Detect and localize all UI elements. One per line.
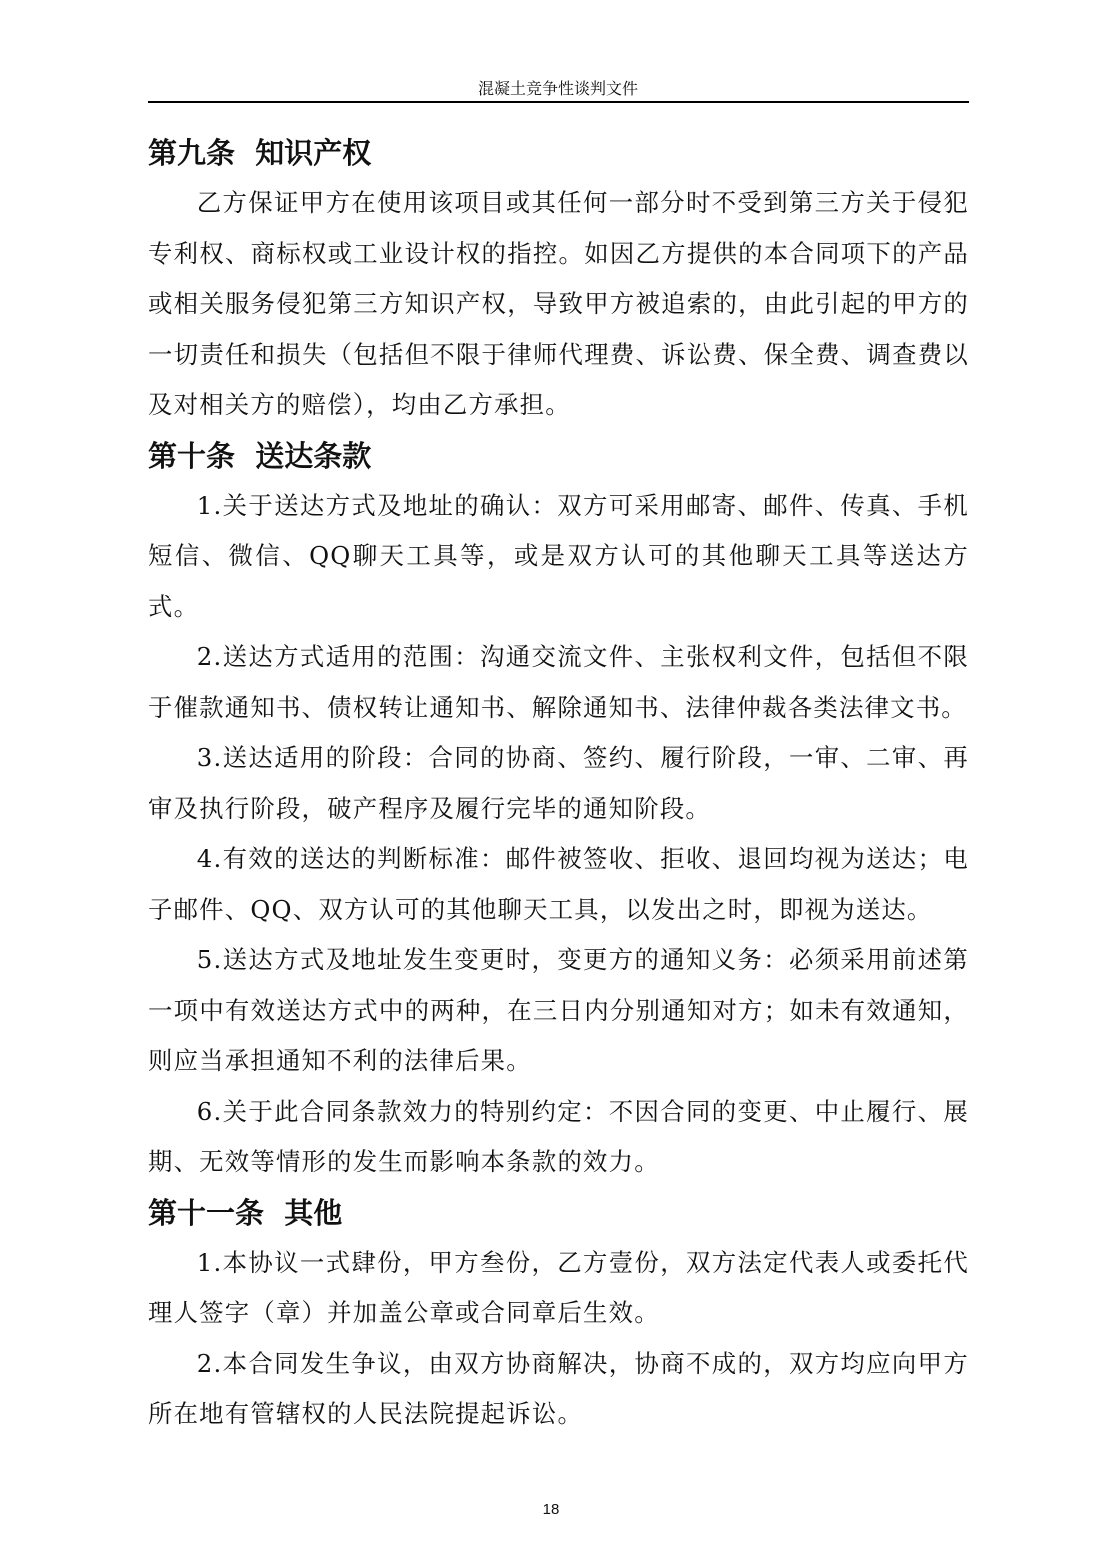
page-number: 18 xyxy=(542,1501,560,1518)
document-header-title: 混凝土竞争性谈判文件 xyxy=(477,79,638,98)
header-divider xyxy=(148,101,969,103)
section-delivery-terms xyxy=(148,431,969,1188)
document-body xyxy=(148,128,969,1440)
paragraph: 3.送达适用的阶段：合同的协商、签约、履行阶段，一审、二审、再审及执行阶段，破产程序及履行完毕的通知阶段。 xyxy=(148,743,969,823)
section-other xyxy=(148,1188,969,1440)
paragraph: 5.送达方式及地址发生变更时，变更方的通知义务：必须采用前述第一项中有效送达方式中的两种，在三日内分别通知对方；如未有效通知，则应当承担通知不利的法律后果。 xyxy=(148,945,969,1075)
paragraph: 2.送达方式适用的范围：沟通交流文件、主张权利文件，包括但不限于催款通知书、债权转让通知书、解除通知书、法律仲裁各类法律文书。 xyxy=(148,642,969,722)
paragraph: 乙方保证甲方在使用该项目或其任何一部分时不受到第三方关于侵犯专利权、商标权或工业设计权的指控。如因乙方提供的本合同项下的产品或相关服务侵犯第三方知识产权，导致甲方被追索的，由此引起的甲方的一切责任和损失（包括但不限于律师代理费、诉讼费、保全费、调查费以及对相关方的赔偿），均由乙方承担。 xyxy=(148,188,969,419)
paragraph: 4.有效的送达的判断标准：邮件被签收、拒收、退回均视为送达；电子邮件、QQ、双方认可的其他聊天工具，以发出之时，即视为送达。 xyxy=(148,844,969,924)
section-intellectual-property xyxy=(148,128,969,431)
section-heading: 第九条 知识产权 xyxy=(148,136,372,170)
paragraph: 1.关于送达方式及地址的确认：双方可采用邮寄、邮件、传真、手机短信、微信、QQ聊天工具等，或是双方认可的其他聊天工具等送达方式。 xyxy=(148,490,969,621)
section-heading: 第十一条 其他 xyxy=(148,1195,343,1230)
paragraph: 2.本合同发生争议，由双方协商解决，协商不成的，双方均应向甲方所在地有管辖权的人民法院提起诉讼。 xyxy=(148,1348,969,1428)
paragraph: 1.本协议一式肆份，甲方叁份，乙方壹份，双方法定代表人或委托代理人签字（章）并加盖公章或合同章后生效。 xyxy=(148,1247,969,1327)
paragraph: 6.关于此合同条款效力的特别约定：不因合同的变更、中止履行、展期、无效等情形的发生而影响本条款的效力。 xyxy=(148,1096,969,1176)
section-heading: 第十条 送达条款 xyxy=(148,438,372,473)
